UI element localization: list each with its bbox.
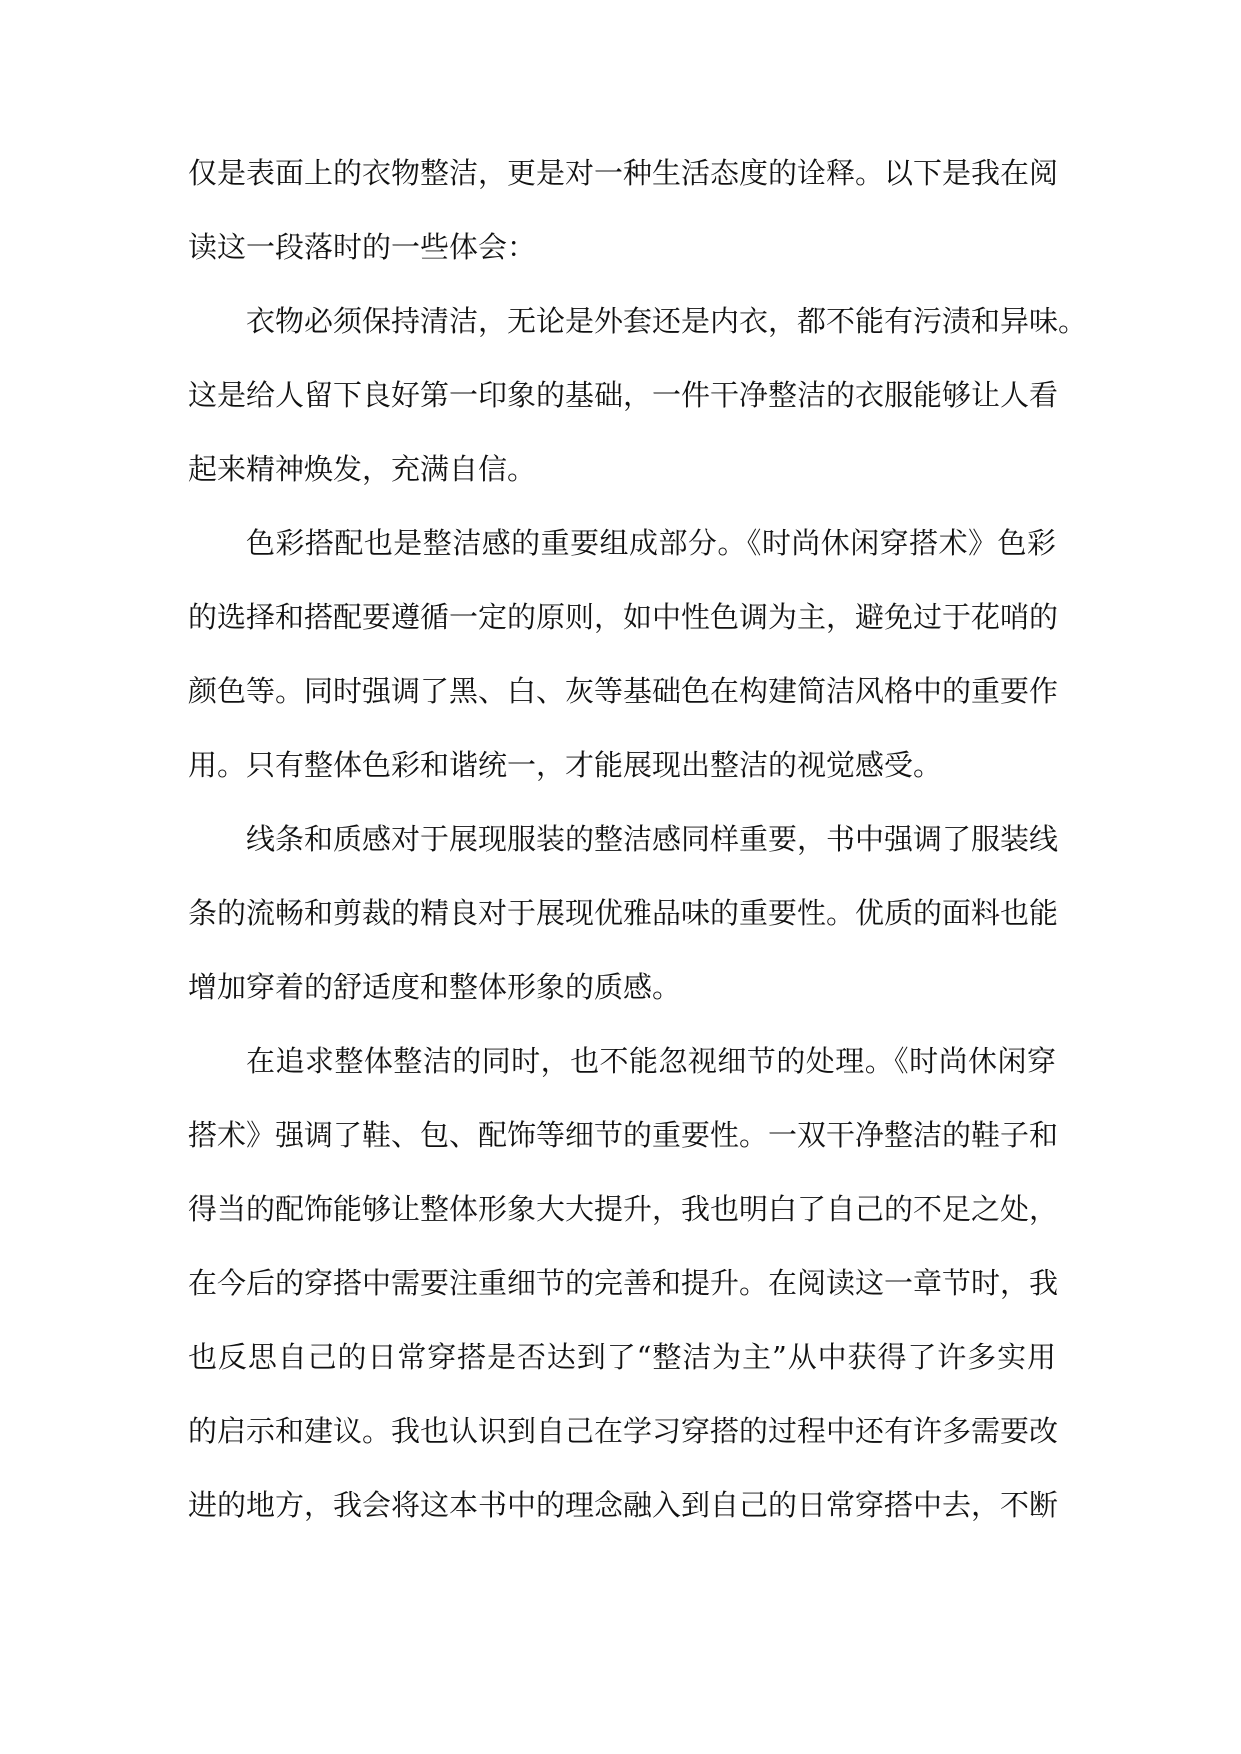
text-line: 的启示和建议。我也认识到自己在学习穿搭的过程中还有许多需要改: [188, 1414, 1059, 1448]
text-line: 也反思自己的日常穿搭是否达到了“整洁为主”从中获得了许多实用: [188, 1340, 1056, 1374]
text-line: 进的地方，我会将这本书中的理念融入到自己的日常穿搭中去，不断: [188, 1488, 1059, 1522]
text-line: 在追求整体整洁的同时，也不能忽视细节的处理。《时尚休闲穿: [246, 1044, 1056, 1078]
text-line: 线条和质感对于展现服装的整洁感同样重要，书中强调了服装线: [246, 822, 1059, 856]
text-line: 这是给人留下良好第一印象的基础，一件干净整洁的衣服能够让人看: [188, 378, 1059, 412]
text-line: 搭术》强调了鞋、包、配饰等细节的重要性。一双干净整洁的鞋子和: [188, 1118, 1059, 1152]
text-line: 衣物必须保持清洁，无论是外套还是内衣，都不能有污渍和异味。: [246, 304, 1088, 338]
text-line: 得当的配饰能够让整体形象大大提升，我也明白了自己的不足之处，: [188, 1192, 1059, 1226]
text-line: 在今后的穿搭中需要注重细节的完善和提升。在阅读这一章节时，我: [188, 1266, 1059, 1300]
text-line: 色彩搭配也是整洁感的重要组成部分。《时尚休闲穿搭术》色彩: [246, 526, 1056, 560]
text-line: 仅是表面上的衣物整洁，更是对一种生活态度的诠释。以下是我在阅: [188, 156, 1059, 190]
text-line: 用。只有整体色彩和谐统一，才能展现出整洁的视觉感受。: [188, 748, 943, 782]
text-line: 增加穿着的舒适度和整体形象的质感。: [188, 970, 682, 1004]
text-line: 读这一段落时的一些体会：: [188, 230, 537, 264]
text-line: 的选择和搭配要遵循一定的原则，如中性色调为主，避免过于花哨的: [188, 600, 1059, 634]
body-text: [188, 145, 1088, 1551]
text-line: 颜色等。同时强调了黑、白、灰等基础色在构建简洁风格中的重要作: [188, 674, 1059, 708]
text-line: 条的流畅和剪裁的精良对于展现优雅品味的重要性。优质的面料也能: [188, 896, 1059, 930]
text-line: 起来精神焕发，充满自信。: [188, 452, 537, 486]
